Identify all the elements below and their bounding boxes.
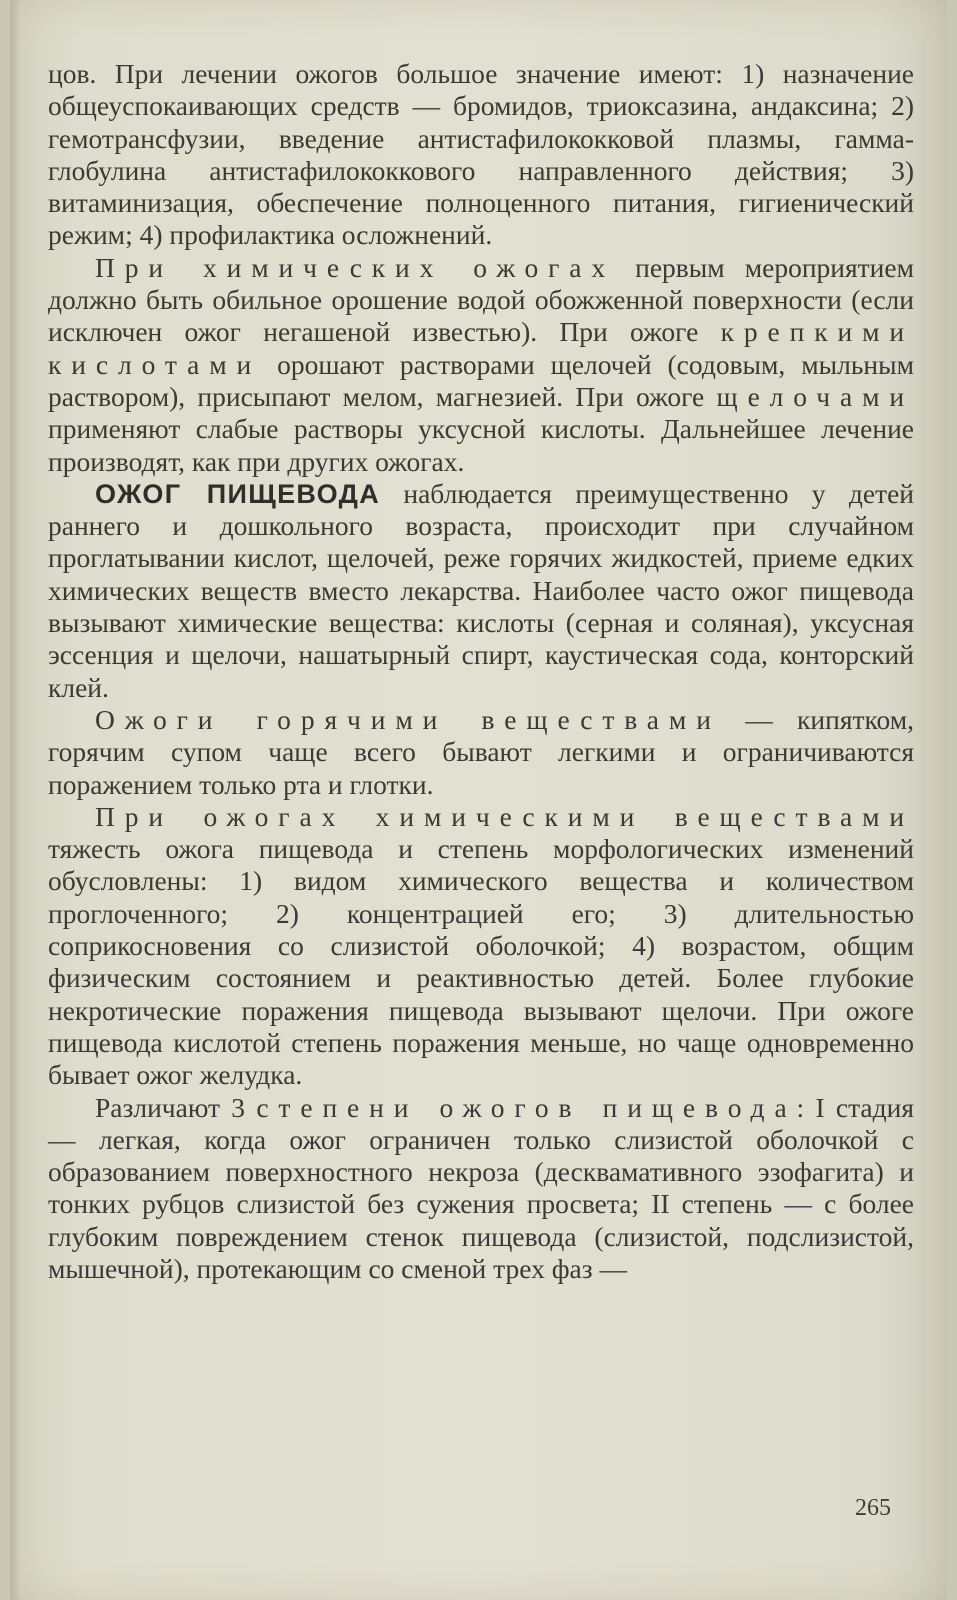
page-number: 265 (855, 1495, 891, 1521)
spaced-emphasis: Ожоги горячими веществами (95, 703, 721, 735)
text-run: — кипятком, горячим супом чаще всего бывают легкими и ограничиваются поражением только рта и глотки. (48, 703, 914, 800)
paragraph (48, 58, 914, 252)
text-run: : I стадия — легкая, когда ожог ограничен только слизистой оболочкой с образованием поверхностного некроза (десквамативного эзофагита) и тонких рубцов слизистой без сужения просвета; II степень — с более глубоким повреждением стенок пищевода (слизистой, подслизистой, мышечной), протекающим со сменой трех фаз — (48, 1091, 914, 1284)
spaced-emphasis: При химических ожогах (95, 251, 616, 283)
paragraph (48, 801, 914, 1092)
text-run: Различают 3 (95, 1091, 257, 1123)
spaced-emphasis: щелочами (716, 380, 914, 412)
paragraph (48, 252, 914, 478)
text-run: применяют слабые растворы уксусной кислоты. Дальнейшее лечение производят, как при других ожогах. (48, 413, 914, 477)
text-run: тяжесть ожога пищевода и степень морфологических изменений обусловлены: 1) видом химического вещества и количеством проглоченного; 2) концентрацией его; 3) длительностью соприкосновения со слизистой оболочкой; 4) возрастом, общим физическим состоянием и реактивностью детей. Более глубокие некротические поражения пищевода вызывают щелочи. При ожоге пищевода кислотой степень поражения меньше, но чаще одновременно бывает ожог желудка. (48, 833, 914, 1091)
paragraph (48, 478, 914, 704)
text-run: цов. При лечении ожогов большое значение имеют: 1) назначение общеуспокаивающих средств — бромидов, триоксазина, андаксина; 2) гемотрансфузии, введение антистафилококковой плазмы, гамма-глобулина антистафилококкового направленного действия; 3) витаминизация, обеспечение полноценного питания, гигиенический режим; 4) профилактика осложнений. (48, 58, 914, 251)
spaced-emphasis: При ожогах химическими веществами (95, 800, 914, 832)
paragraph (48, 1092, 914, 1286)
text-run: наблюдается преимущественно у детей раннего и дошкольного возраста, происходит при случайном проглатывании кислот, щелочей, реже горячих жидкостей, приеме едких химических веществ вместо лекарства. Наиболее часто ожог пищевода вызывают химические вещества: кислоты (серная и соляная), уксусная эссенция и щелочи, нашатырный спирт, каустическая сода, конторский клей. (48, 477, 914, 703)
section-heading: ОЖОГ ПИЩЕВОДА (95, 478, 381, 509)
body-text (48, 58, 914, 1285)
text-run: орошают растворами щелочей (содовым, мыльным раствором), присыпают мелом, магнезией. При ожоге (48, 348, 914, 412)
text-run: первым мероприятием должно быть обильное орошение водой обожженной поверхности (если исключен ожог негашеной известью). При ожоге (48, 251, 914, 348)
spaced-emphasis: степени ожогов пищевода (256, 1091, 797, 1123)
spaced-emphasis: крепкими кислотами (48, 316, 914, 380)
book-page (10, 0, 947, 1600)
paragraph (48, 704, 914, 801)
